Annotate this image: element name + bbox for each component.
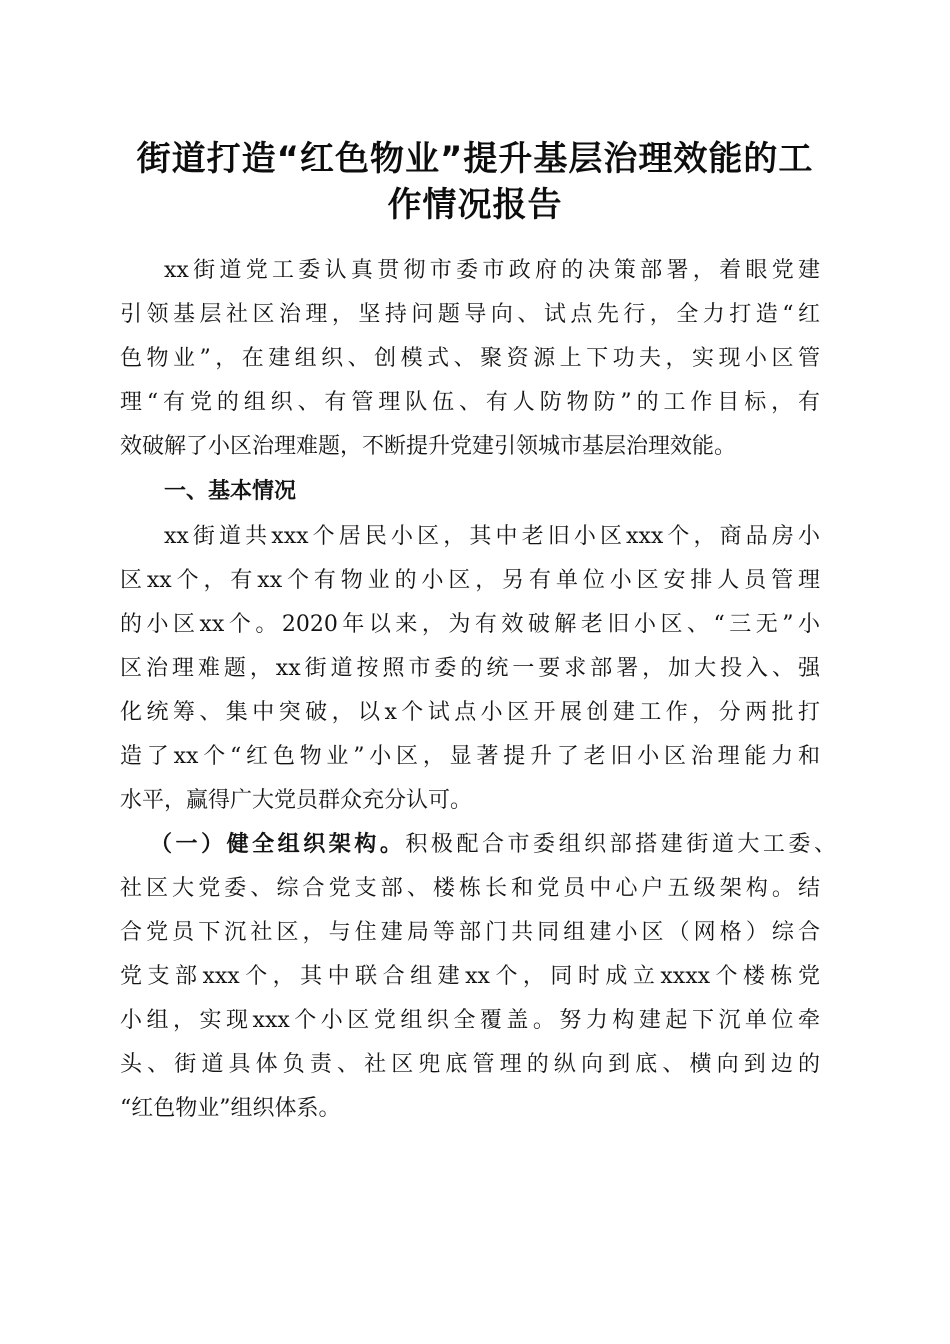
subsection1-heading: （一）健全组织架构。: [150, 832, 406, 857]
subsection1-first-line: [150, 823, 836, 867]
section1-line: 的小区xx个。2020年以来，为有效破解老旧小区、“三无”小: [120, 612, 820, 637]
section1-line: 区治理难题，xx街道按照市委的统一要求部署，加大投入、强: [120, 656, 820, 681]
section1-line: 区xx个，有xx个有物业的小区，另有单位小区安排人员管理: [120, 568, 820, 593]
intro-line: 引领基层社区治理，坚持问题导向、试点先行，全力打造“红: [120, 302, 820, 327]
subsection1-line: “红色物业”组织体系。: [120, 1096, 341, 1121]
document-title-line-2: 作情况报告: [387, 185, 563, 225]
intro-line: 理“有党的组织、有管理队伍、有人防物防”的工作目标，有: [120, 390, 820, 415]
section1-line: 水平，赢得广大党员群众充分认可。: [120, 788, 473, 813]
document-title-line-1: 街道打造“红色物业”提升基层治理效能的工: [136, 139, 814, 179]
subsection1-line: 党支部xxx个，其中联合组建xx个，同时成立xxxx个楼栋党: [120, 964, 820, 989]
subsection1-line: 社区大党委、综合党支部、楼栋长和党员中心户五级架构。结: [120, 876, 820, 901]
subsection1-line: 合党员下沉社区，与住建局等部门共同组建小区（网格）综合: [120, 920, 820, 945]
intro-line: 效破解了小区治理难题，不断提升党建引领城市基层治理效能。: [120, 434, 737, 459]
intro-line: 色物业”，在建组织、创模式、聚资源上下功夫，实现小区管: [120, 346, 820, 371]
subsection1-line: 小组，实现xxx个小区党组织全覆盖。努力构建起下沉单位牵: [120, 1008, 820, 1033]
section1-line: 化统筹、集中突破，以x个试点小区开展创建工作，分两批打: [120, 700, 820, 725]
subsection1-line: 头、街道具体负责、社区兜底管理的纵向到底、横向到边的: [120, 1052, 820, 1077]
subsection1-first-line-text: 积极配合市委组织部搭建街道大工委、: [405, 832, 836, 857]
section1-line: 造了xx个“红色物业”小区，显著提升了老旧小区治理能力和: [120, 744, 820, 769]
section-heading: 一、基本情况: [164, 479, 297, 504]
intro-line: xx街道党工委认真贯彻市委市政府的决策部署，着眼党建: [164, 258, 820, 283]
section1-line: xx街道共xxx个居民小区，其中老旧小区xxx个，商品房小: [164, 524, 820, 549]
